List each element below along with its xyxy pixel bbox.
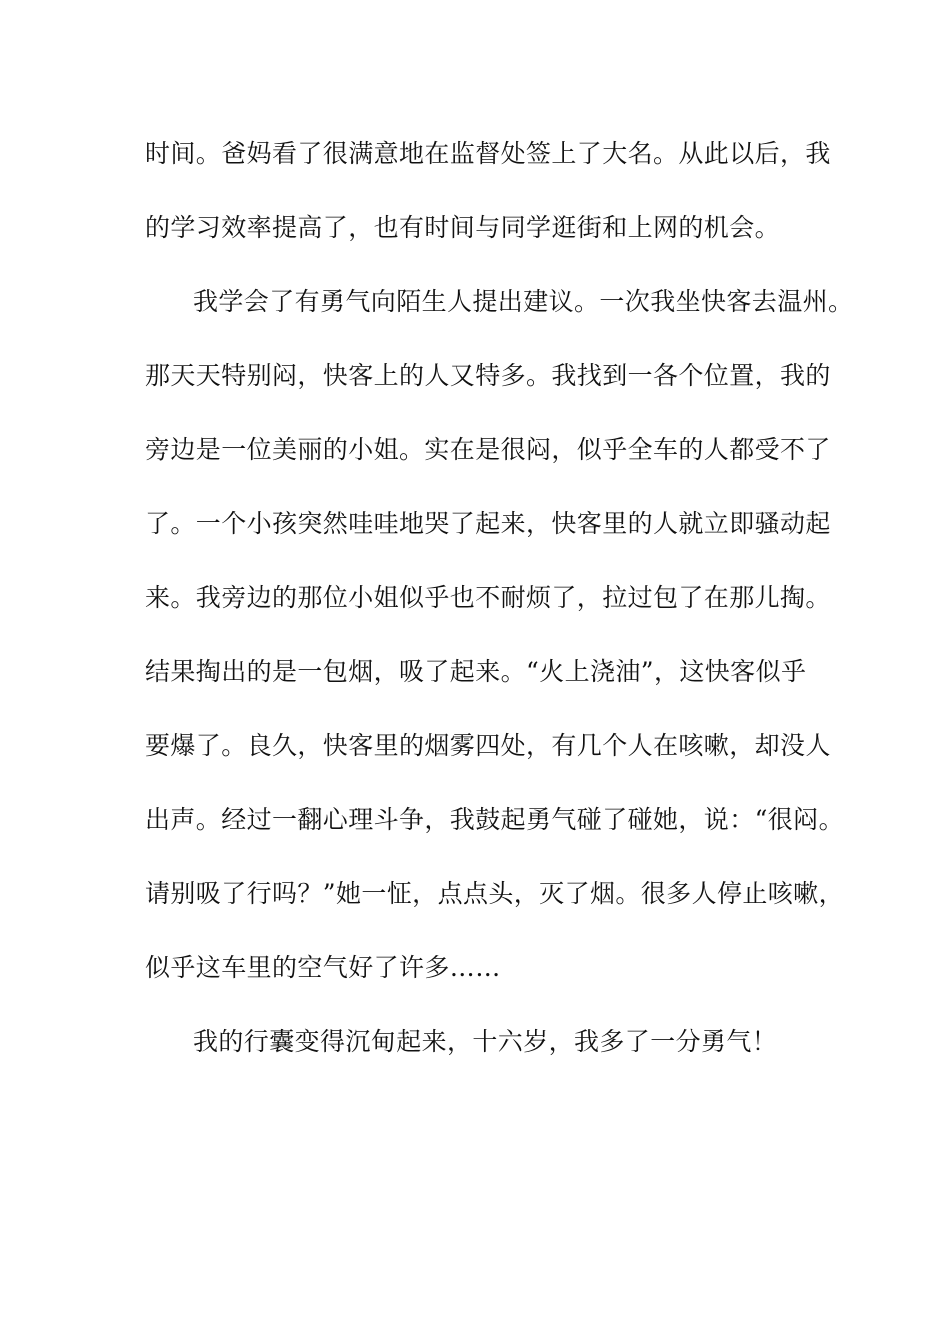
paragraph-start-line: 我的行囊变得沉甸起来，十六岁，我多了一分勇气！ (193, 1027, 778, 1056)
text-line: 结果掏出的是一包烟，吸了起来。“火上浇油”，这快客似乎 (145, 657, 807, 686)
text-line: 请别吸了行吗？”她一怔，点点头，灭了烟。很多人停止咳嗽， (145, 879, 844, 908)
text-line: 那天天特别闷，快客上的人又特多。我找到一各个位置，我的 (145, 361, 831, 390)
text-line: 了。一个小孩突然哇哇地哭了起来，快客里的人就立即骚动起 (145, 509, 831, 538)
paragraph-start-line: 我学会了有勇气向陌生人提出建议。一次我坐快客去温州。 (193, 287, 854, 316)
text-line: 旁边是一位美丽的小姐。实在是很闷，似乎全车的人都受不了 (145, 435, 831, 464)
essay-text (145, 128, 854, 1090)
text-line: 时间。爸妈看了很满意地在监督处签上了大名。从此以后，我 (145, 139, 831, 168)
text-line: 似乎这车里的空气好了许多…… (145, 953, 501, 982)
text-line: 来。我旁边的那位小姐似乎也不耐烦了，拉过包了在那儿掏。 (145, 583, 831, 612)
text-line: 的学习效率提高了，也有时间与同学逛街和上网的机会。 (145, 213, 781, 242)
text-line: 出声。经过一翻心理斗争，我鼓起勇气碰了碰她，说：“很闷。 (145, 805, 844, 834)
text-line: 要爆了。良久，快客里的烟雾四处，有几个人在咳嗽，却没人 (145, 731, 831, 760)
